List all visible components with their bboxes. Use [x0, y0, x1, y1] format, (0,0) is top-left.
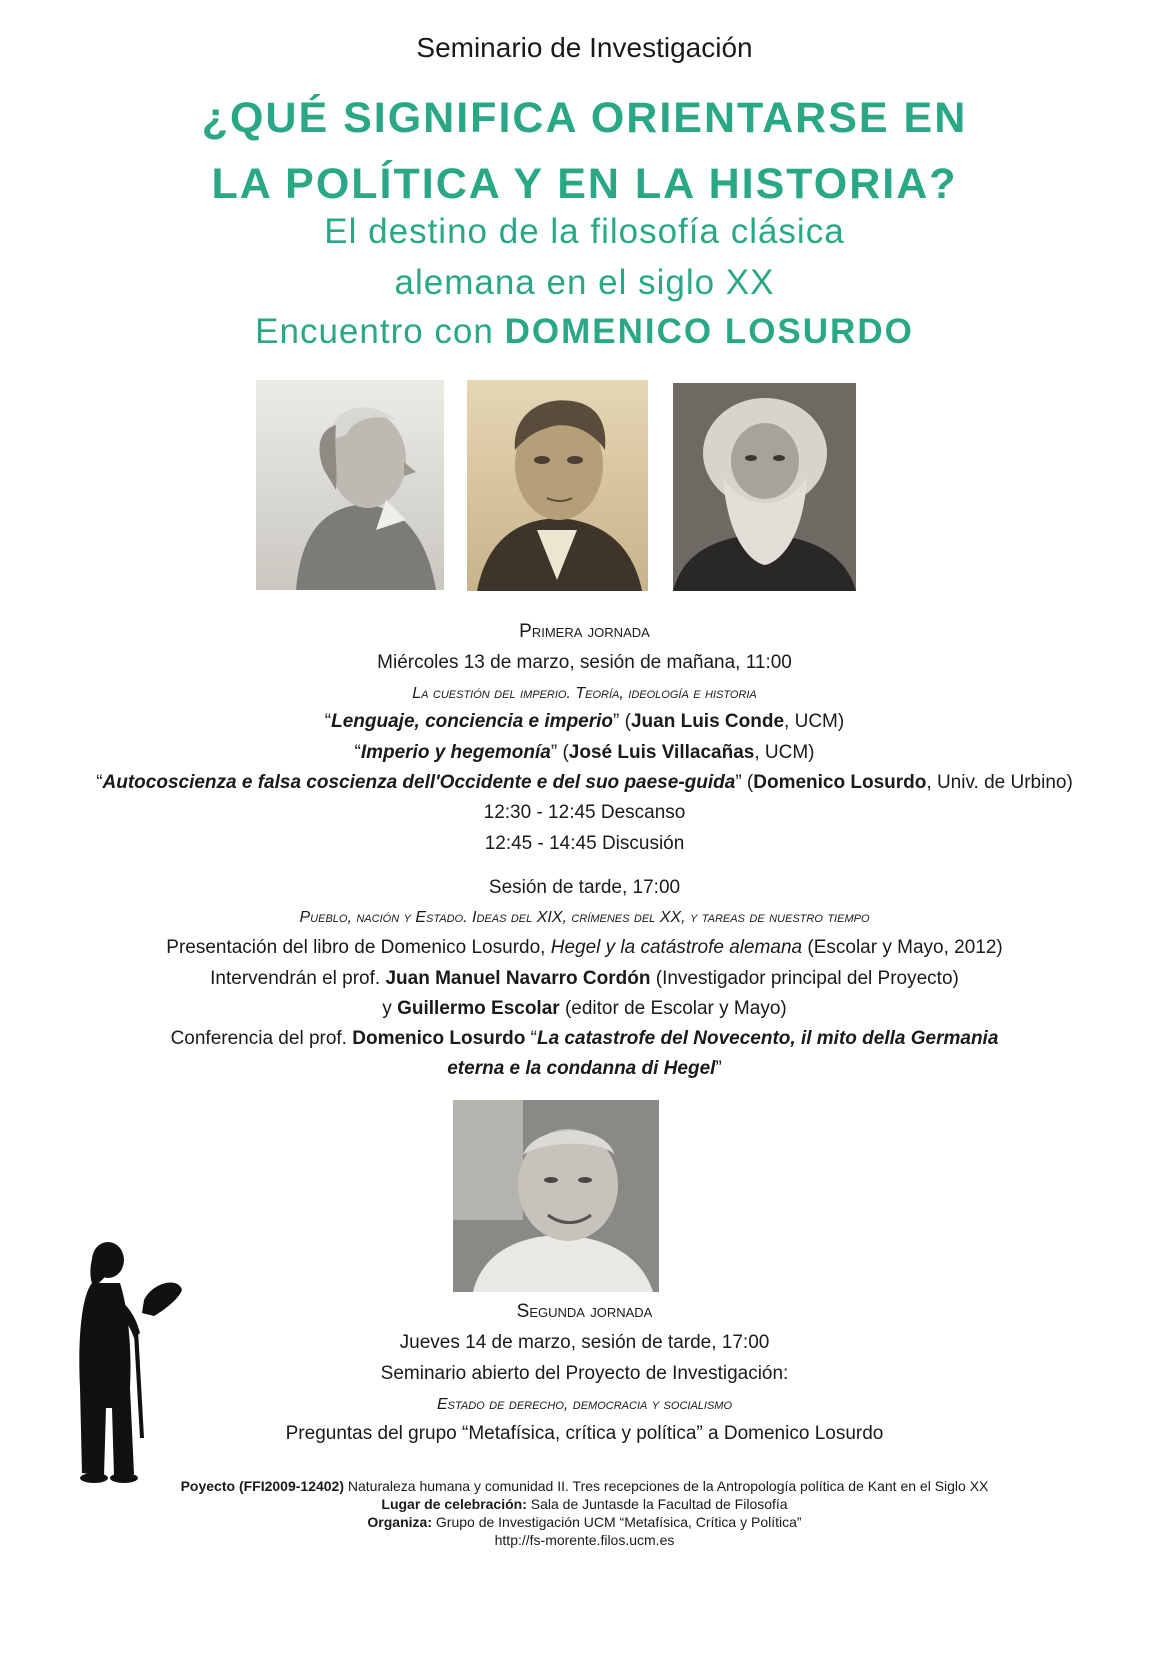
footer-url[interactable]: http://fs-morente.filos.ucm.es [494, 1532, 675, 1548]
subtitle-line-2: alemana en el siglo XX [394, 263, 775, 302]
day2-heading: Segunda jornada [516, 1301, 653, 1322]
talk-1-affiliation: UCM [794, 711, 838, 732]
footer-venue-text: Sala de Juntasde la Facultad de Filosofía [530, 1496, 788, 1512]
main-title-line-1: ¿QUÉ SIGNIFICA ORIENTARSE EN [201, 94, 968, 142]
footer-org-text: Grupo de Investigación UCM “Metafísica, Crítica y Política” [435, 1514, 802, 1530]
day1-discussion: 12:45 - 14:45 Discusión [484, 833, 685, 854]
speakers-line-2 [0, 997, 1169, 1021]
encounter-prefix: Encuentro con [255, 312, 494, 351]
conference-title-2: eterna e la condanna di Hegel [447, 1058, 716, 1079]
talk-3: “Autocoscienza e falsa coscienza dell'Occidente e del suo paese-guida” (Domenico Losurdo, Univ. de Urbino) [96, 772, 1073, 793]
conference-speaker: Domenico Losurdo [352, 1028, 526, 1049]
talk-1-title: Lenguaje, conciencia e imperio [331, 711, 614, 732]
day1-morning-theme: La cuestión del imperio. Teoría, ideología e historia [412, 685, 757, 702]
day2-questions: Preguntas del grupo “Metafísica, crítica y política” a Domenico Losurdo [285, 1423, 884, 1444]
talk-3-title: Autocoscienza e falsa coscienza dell'Occidente e del suo paese-guida [102, 772, 736, 793]
talk-2-affiliation: UCM [764, 742, 809, 763]
speakers-prefix: Intervendrán el prof. [210, 968, 381, 989]
talk-3-speaker: Domenico Losurdo [753, 772, 927, 793]
conference-title-1: La catastrofe del Novecento, il mito della Germania [536, 1028, 999, 1049]
day1-afternoon-theme: Pueblo, nación y Estado. Ideas del XIX, crímenes del XX, y tareas de nuestro tiempo [299, 909, 870, 926]
speakers-line [0, 967, 1169, 991]
day2-seminar: Seminario abierto del Proyecto de Investigación: [380, 1363, 789, 1384]
footer-venue-label: Lugar de celebración: [381, 1496, 527, 1512]
day1-break: 12:30 - 12:45 Descanso [483, 802, 686, 823]
conference-line-2: eterna e la condanna di Hegel” [447, 1058, 722, 1079]
marx-portrait-icon [673, 383, 856, 591]
seminar-kicker: Seminario de Investigación [416, 32, 753, 63]
talk-1-speaker: Juan Luis Conde [630, 711, 785, 732]
footer-project-text: Naturaleza humana y comunidad II. Tres recepciones de la Antropología política de Kant en el Siglo XX [347, 1478, 989, 1494]
footer-project [0, 1478, 1169, 1495]
subtitle-line-1: El destino de la filosofía clásica [324, 212, 845, 251]
talk-1: “Lenguaje, conciencia e imperio” (Juan Luis Conde, UCM) [324, 711, 845, 732]
footer-org-label: Organiza: [367, 1514, 432, 1530]
book-title: Hegel y la catástrofe alemana [550, 937, 803, 958]
book-presentation [0, 936, 1169, 960]
footer-organizer [0, 1514, 1169, 1531]
speaker-b-role: (editor de Escolar y Mayo) [564, 998, 787, 1019]
day1-afternoon-when: Sesión de tarde, 17:00 [488, 877, 681, 898]
losurdo-photo-icon [453, 1100, 659, 1292]
hegel-portrait-icon [467, 380, 648, 591]
talk-3-affiliation: Univ. de Urbino [936, 772, 1067, 793]
day1-heading: Primera jornada [519, 621, 650, 642]
talk-2-title: Imperio y hegemonía [360, 742, 551, 763]
book-prefix: Presentación del libro de Domenico Losurdo, [166, 937, 546, 958]
speaker-a-role: (Investigador principal del Proyecto) [655, 968, 959, 989]
encounter-line [0, 312, 1169, 352]
speaker-a: Juan Manuel Navarro Cordón [385, 968, 651, 989]
day2-theme: Estado de derecho, democracia y socialismo [436, 1396, 733, 1413]
main-title-line-2: LA POLÍTICA Y EN LA HISTORIA? [211, 160, 958, 208]
footer-venue [0, 1496, 1169, 1513]
speaker-b: Guillermo Escolar [397, 998, 560, 1019]
conference-line-1: Conferencia del prof. Domenico Losurdo “La catastrofe del Novecento, il mito della Germania [170, 1028, 999, 1049]
footer-project-label: Poyecto (FFI2009-12402) [180, 1478, 344, 1494]
talk-2-speaker: José Luis Villacañas [568, 742, 755, 763]
day2-when: Jueves 14 de marzo, sesión de tarde, 17:00 [399, 1332, 770, 1353]
day1-morning-when: Miércoles 13 de marzo, sesión de mañana, 11:00 [377, 652, 792, 673]
conference-prefix: Conferencia del prof. [170, 1028, 347, 1049]
speakers-y: y [382, 998, 392, 1019]
kant-portrait-icon [256, 380, 444, 590]
talk-2: “Imperio y hegemonía” (José Luis Villacañas, UCM) [354, 742, 815, 763]
book-suffix: (Escolar y Mayo, 2012) [807, 937, 1003, 958]
encounter-name: DOMENICO LOSURDO [504, 312, 914, 351]
